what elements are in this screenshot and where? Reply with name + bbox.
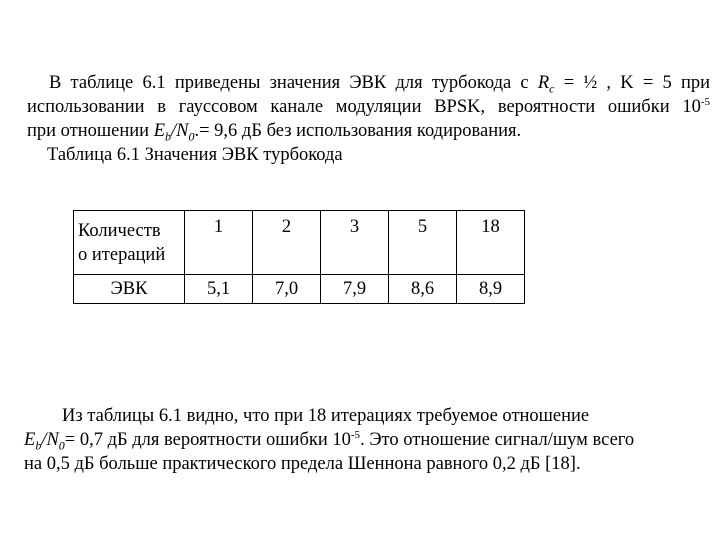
- eb-symbol: E: [24, 430, 36, 450]
- conclusion-line-2-suffix: . Это отношение сигнал/шум всего: [360, 430, 635, 450]
- iterations-label-line-2: о итераций: [78, 244, 166, 265]
- intro-line-1-prefix: В таблице 6.1 приведены значения ЭВК для турбокода с: [49, 73, 538, 93]
- eb-symbol: E: [153, 121, 166, 141]
- evk-table: [73, 210, 525, 304]
- iterations-header-cell: [74, 211, 185, 275]
- intro-line-3-suffix: .= 9,6 дБ без использования кодирования.: [194, 121, 522, 141]
- table-row-iterations: [74, 211, 525, 275]
- conclusion-line-2-middle: = 0,7 дБ для вероятности ошибки 10: [64, 430, 351, 450]
- iterations-cell: 18: [457, 211, 525, 275]
- evk-cell: 5,1: [185, 275, 253, 304]
- n0-symbol: /N: [41, 430, 59, 450]
- iterations-cell: 1: [185, 211, 253, 275]
- eb-subscript: b: [35, 438, 42, 453]
- table-caption: Таблица 6.1 Значения ЭВК турбокода: [47, 145, 343, 165]
- n0-subscript: 0: [58, 438, 65, 453]
- conclusion-line-1: Из таблицы 6.1 видно, что при 18 итерациях требуемое отношение: [62, 406, 590, 426]
- intro-line-2-exponent: -5: [700, 95, 710, 108]
- intro-line-3-prefix: при отношении: [27, 121, 154, 141]
- intro-line-2-text: использовании в гауссовом канале модуляции BPSK, вероятности ошибки 10: [27, 97, 701, 117]
- iterations-cell: 2: [253, 211, 321, 275]
- table-row-evk: [74, 275, 525, 304]
- iterations-label-line-1: Количеств: [78, 220, 161, 241]
- evk-cell: 7,0: [253, 275, 321, 304]
- evk-cell: 8,6: [389, 275, 457, 304]
- intro-paragraph: [27, 71, 710, 167]
- intro-line-1-suffix: = ½ , K = 5 при: [554, 73, 710, 93]
- iterations-cell: 5: [389, 211, 457, 275]
- intro-line-3: [27, 119, 710, 143]
- evk-cell: 8,9: [457, 275, 525, 304]
- intro-line-2: [27, 95, 710, 119]
- evk-cell: 7,9: [321, 275, 389, 304]
- iterations-cell: 3: [321, 211, 389, 275]
- conclusion-line-2-exponent: -5: [350, 428, 361, 441]
- n0-symbol: /N: [171, 121, 189, 141]
- conclusion-paragraph: [24, 404, 710, 476]
- intro-line-1: [27, 71, 710, 95]
- code-rate-subscript: c: [549, 81, 555, 96]
- conclusion-line-2: [24, 428, 710, 452]
- n0-subscript: 0: [188, 129, 195, 144]
- eb-subscript: b: [165, 129, 172, 144]
- code-rate-symbol: R: [537, 73, 550, 93]
- conclusion-line-3: на 0,5 дБ больше практического предела Шеннона равного 0,2 дБ [18].: [24, 454, 581, 474]
- evk-header-cell: ЭВК: [74, 275, 185, 304]
